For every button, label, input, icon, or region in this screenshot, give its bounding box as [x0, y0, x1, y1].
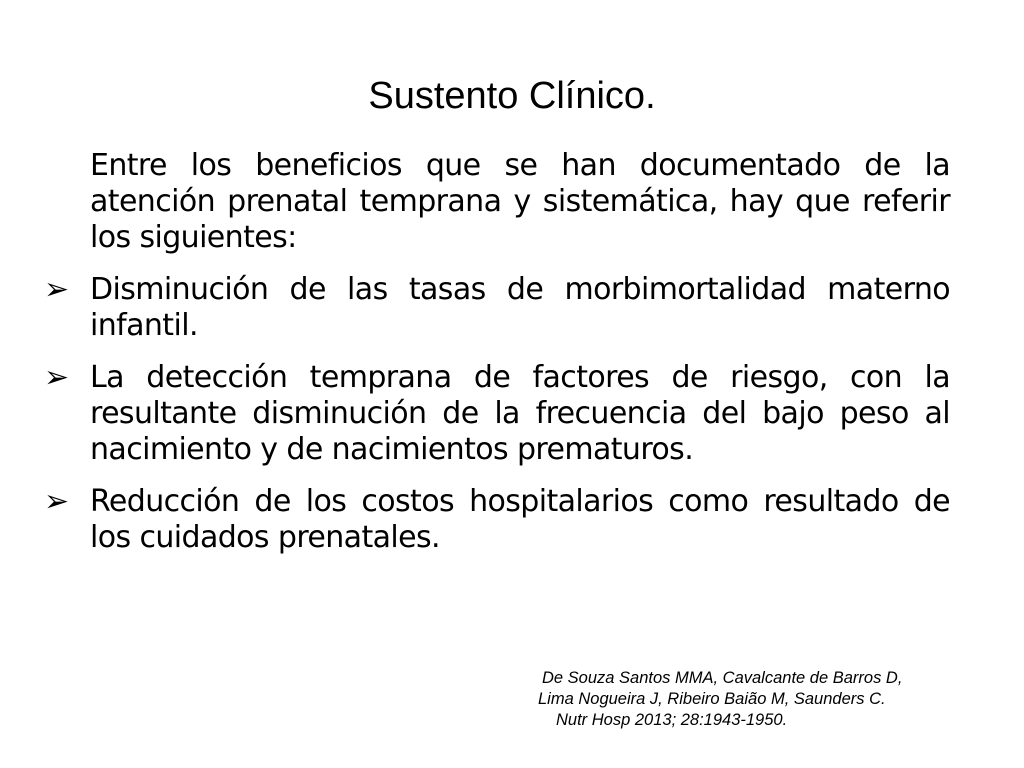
- slide-title: Sustento Clínico.: [368, 75, 656, 117]
- bullet-text-2: La detección temprana de factores de riesgo, con la resultante disminución de la frecuencia del bajo peso al nacimiento y de nacimientos prematuros.: [90, 360, 950, 467]
- citation-line-3: Nutr Hosp 2013; 28:1943-1950.: [556, 711, 788, 729]
- citation-line-1: De Souza Santos MMA, Cavalcante de Barros D,: [542, 669, 903, 687]
- bullet-item-2: [44, 360, 950, 468]
- arrow-bullet-icon: ➢: [44, 360, 69, 395]
- citation: [520, 668, 1000, 731]
- bullet-text-3: Reducción de los costos hospitalarios como resultado de los cuidados prenatales.: [90, 484, 950, 555]
- citation-line-2: Lima Nogueira J, Ribeiro Baião M, Saunders C.: [538, 690, 886, 708]
- bullet-text-1: Disminución de las tasas de morbimortalidad materno infantil.: [90, 272, 950, 343]
- bullet-item-1: [44, 272, 950, 344]
- intro-paragraph: Entre los beneficios que se han documentado de la atención prenatal temprana y sistemática, hay que referir los siguientes:: [90, 148, 950, 255]
- arrow-bullet-icon: ➢: [44, 484, 69, 519]
- arrow-bullet-icon: ➢: [44, 272, 69, 307]
- slide-body: [44, 148, 950, 572]
- bullet-item-3: [44, 484, 950, 556]
